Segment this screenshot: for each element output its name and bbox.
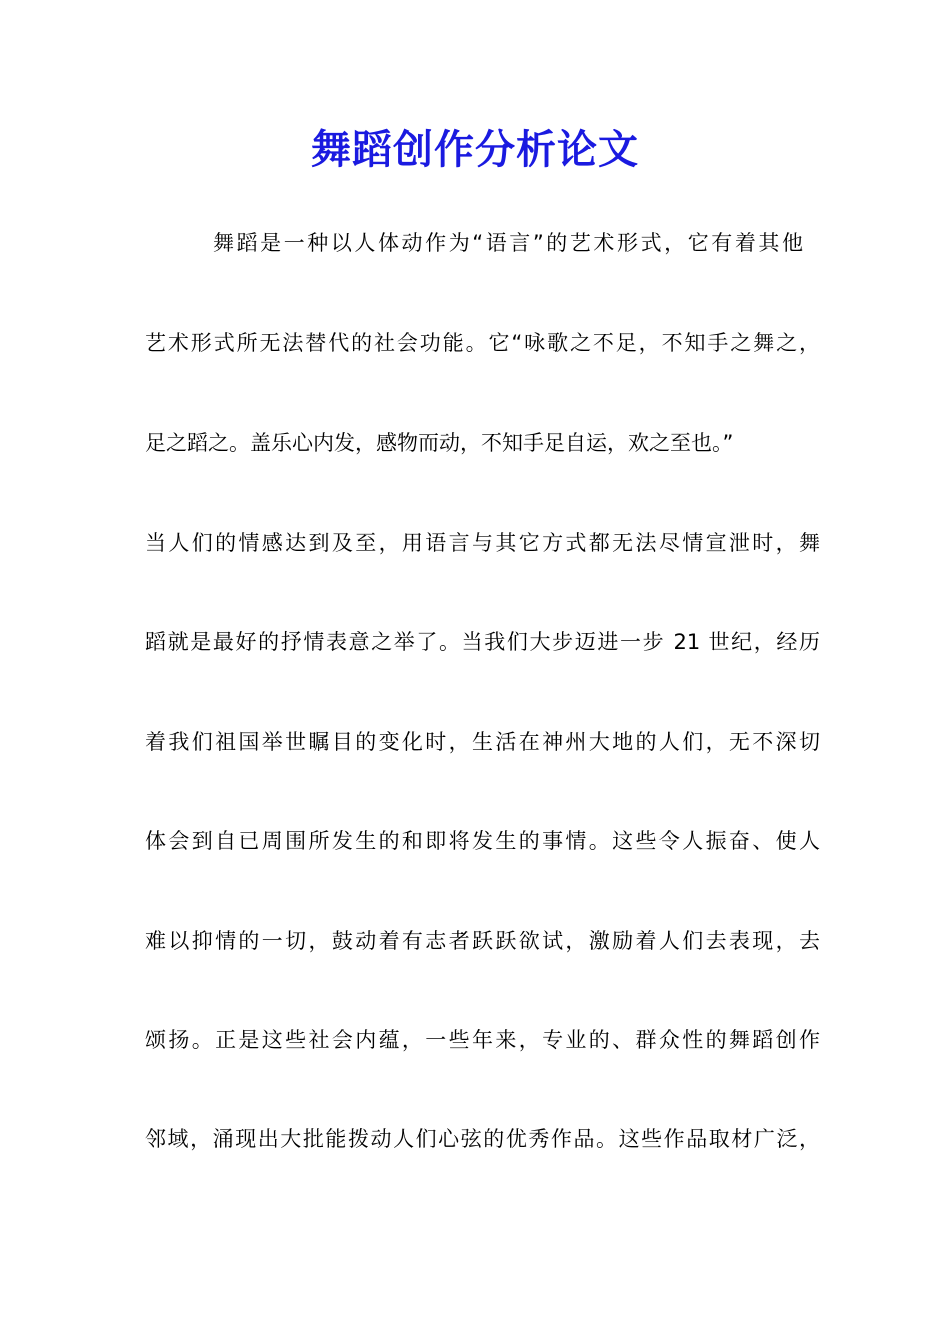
paragraph-line: 邻域，涌现出大批能拨动人们心弦的优秀作品。这些作品取材广泛， (145, 1127, 820, 1151)
paragraph-line: 体会到自已周围所发生的和即将发生的事情。这些令人振奋、使人 (145, 829, 820, 853)
paragraph-line: 蹈就是最好的抒情表意之举了。当我们大步迈进一步 21 世纪，经历 (145, 630, 820, 654)
paragraph-line: 着我们祖国举世瞩目的变化时，生活在神州大地的人们，无不深切 (145, 730, 820, 754)
paragraph-line: 艺术形式所无法替代的社会功能。它“咏歌之不足，不知手之舞之， (145, 331, 820, 355)
paragraph-line: 难以抑情的一切，鼓动着有志者跃跃欲试，激励着人们去表现，去 (145, 929, 820, 953)
document-title: 舞蹈创作分析论文 (311, 127, 639, 173)
paragraph-line: 当人们的情感达到及至，用语言与其它方式都无法尽情宣泄时，舞 (145, 531, 820, 555)
paragraph-line: 舞蹈是一种以人体动作为“语言”的艺术形式，它有着其他 (213, 231, 803, 255)
paragraph-line: 颂扬。正是这些社会内蕴，一些年来，专业的、群众性的舞蹈创作 (145, 1028, 820, 1052)
paragraph-line: 足之蹈之。盖乐心内发，感物而动，不知手足自运，欢之至也。” (145, 431, 734, 455)
